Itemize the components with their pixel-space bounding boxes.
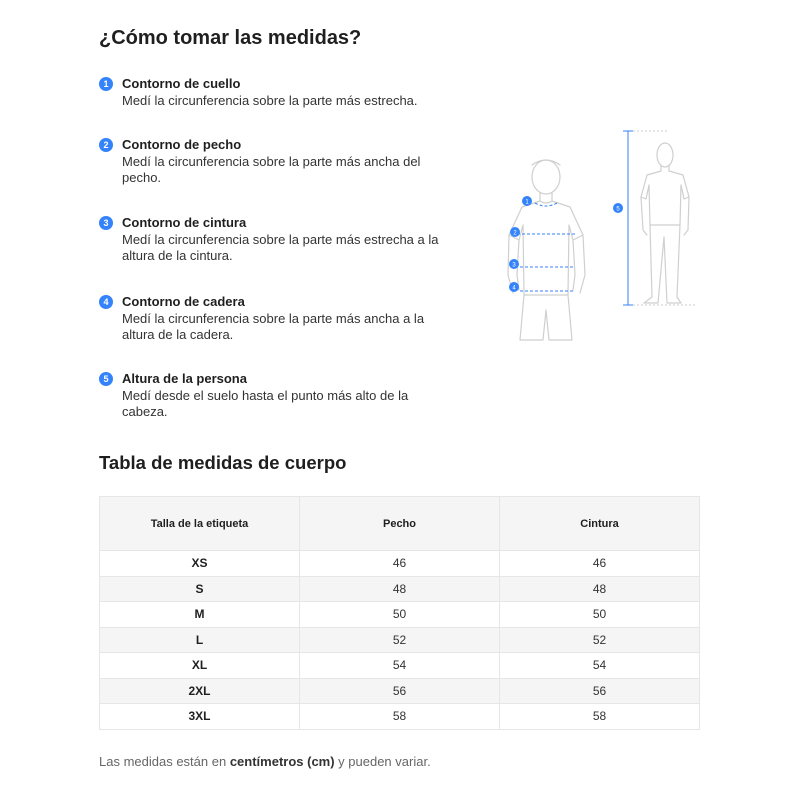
svg-text:2: 2 bbox=[513, 230, 517, 237]
step-title: Contorno de cuello bbox=[122, 76, 241, 91]
table-row bbox=[100, 704, 700, 730]
child-figure bbox=[508, 160, 585, 340]
step-title: Altura de la persona bbox=[122, 371, 247, 386]
marker-waist bbox=[509, 259, 519, 269]
cell-chest: 50 bbox=[300, 602, 500, 628]
footnote-unit: centímetros (cm) bbox=[229, 754, 335, 769]
svg-text:5: 5 bbox=[616, 206, 620, 213]
step-number-badge: 3 bbox=[99, 216, 113, 230]
svg-text:3: 3 bbox=[512, 262, 516, 269]
cell-waist: 52 bbox=[500, 627, 700, 653]
cell-waist: 48 bbox=[500, 576, 700, 602]
column-header-chest: Pecho bbox=[300, 497, 500, 551]
column-header-size: Talla de la etiqueta bbox=[100, 497, 300, 551]
cell-chest: 46 bbox=[300, 551, 500, 577]
step-description: Medí la circunferencia sobre la parte más estrecha. bbox=[122, 93, 418, 108]
marker-neck bbox=[522, 196, 532, 206]
svg-text:1: 1 bbox=[525, 199, 529, 206]
table-header-row bbox=[100, 497, 700, 551]
step-title: Contorno de cintura bbox=[122, 215, 247, 230]
step-number-badge: 2 bbox=[99, 138, 113, 152]
cell-size: S bbox=[100, 576, 300, 602]
cell-waist: 56 bbox=[500, 678, 700, 704]
table-title: Tabla de medidas de cuerpo bbox=[99, 452, 347, 473]
cell-chest: 54 bbox=[300, 653, 500, 679]
cell-size: XS bbox=[100, 551, 300, 577]
cell-chest: 56 bbox=[300, 678, 500, 704]
cell-size: 3XL bbox=[100, 704, 300, 730]
size-table bbox=[99, 496, 700, 730]
cell-size: XL bbox=[100, 653, 300, 679]
cell-waist: 46 bbox=[500, 551, 700, 577]
table-row bbox=[100, 551, 700, 577]
table-row bbox=[100, 653, 700, 679]
step-number-badge: 4 bbox=[99, 295, 113, 309]
measurement-illustration bbox=[495, 125, 705, 350]
cell-chest: 52 bbox=[300, 627, 500, 653]
footnote-prefix: Las medidas están en bbox=[99, 754, 230, 769]
step-title: Contorno de cadera bbox=[122, 294, 245, 309]
cell-size: L bbox=[100, 627, 300, 653]
column-header-waist: Cintura bbox=[500, 497, 700, 551]
step-number-badge: 5 bbox=[99, 372, 113, 386]
step-description: Medí la circunferencia sobre la parte más estrecha a la altura de la cintura. bbox=[122, 232, 439, 263]
cell-size: M bbox=[100, 602, 300, 628]
cell-size: 2XL bbox=[100, 678, 300, 704]
table-row bbox=[100, 576, 700, 602]
cell-chest: 48 bbox=[300, 576, 500, 602]
svg-text:4: 4 bbox=[512, 285, 516, 292]
table-row bbox=[100, 602, 700, 628]
adult-figure bbox=[641, 143, 689, 303]
footnote bbox=[99, 754, 431, 769]
table-row bbox=[100, 627, 700, 653]
cell-chest: 58 bbox=[300, 704, 500, 730]
cell-waist: 50 bbox=[500, 602, 700, 628]
marker-hip bbox=[509, 282, 519, 292]
guide-title: ¿Cómo tomar las medidas? bbox=[99, 27, 362, 49]
table-row bbox=[100, 678, 700, 704]
step-description: Medí la circunferencia sobre la parte más ancha a la altura de la cadera. bbox=[122, 311, 425, 342]
step-description: Medí desde el suelo hasta el punto más alto de la cabeza. bbox=[122, 388, 409, 419]
step-description: Medí la circunferencia sobre la parte más ancha del pecho. bbox=[122, 154, 421, 185]
marker-height bbox=[613, 203, 623, 213]
cell-waist: 54 bbox=[500, 653, 700, 679]
measure-lines bbox=[517, 203, 575, 291]
step-title: Contorno de pecho bbox=[122, 137, 242, 152]
footnote-suffix: y pueden variar. bbox=[334, 754, 431, 769]
cell-waist: 58 bbox=[500, 704, 700, 730]
step-number-badge: 1 bbox=[99, 77, 113, 91]
height-line bbox=[623, 131, 633, 305]
marker-chest bbox=[510, 227, 520, 237]
